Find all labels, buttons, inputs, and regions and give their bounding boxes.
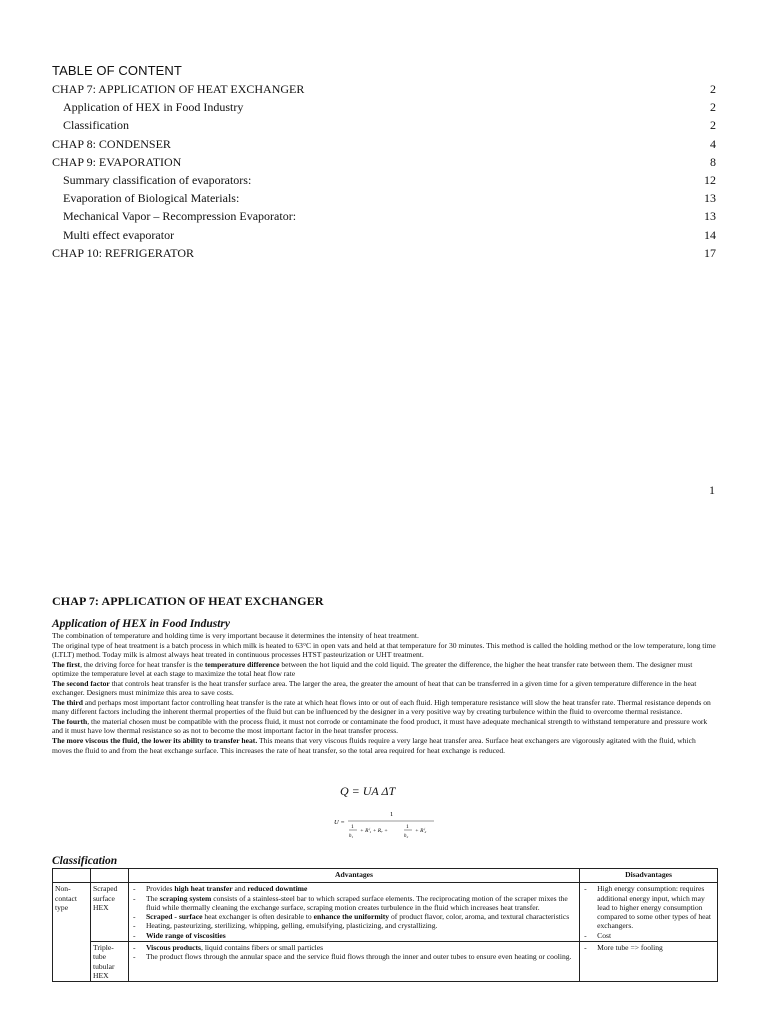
list-item — [131, 912, 577, 921]
list-item — [131, 894, 577, 913]
item-text: The product flows through the annular space and the service fluid flows through the inner and outer tubes to ensure even heating or cooling. — [145, 952, 572, 962]
list-item: - More tube => fooling — [582, 943, 715, 952]
advantages-cell — [128, 883, 579, 942]
paragraph-text: This means that very viscous fluids require a very large heat transfer area. Surface heat exchangers are vigorously agitated with the fluid, which moves the fluid to and from the heat exchange surface. This increases the rate of heat transfer, so the total area required for heat exchange is reduced. — [52, 736, 696, 755]
formula-term: h₂ — [404, 834, 409, 839]
toc-entry-label: Summary classification of evaporators: — [63, 172, 252, 187]
paragraph — [52, 698, 716, 717]
toc-entry-page: 17 — [704, 245, 716, 260]
formula-term: h₁ — [349, 834, 354, 839]
toc-entry-page: 8 — [710, 154, 716, 169]
bold-lead: The fourth — [52, 716, 88, 726]
toc-entry-label: CHAP 8: CONDENSER — [52, 136, 171, 151]
list-item: - Cost — [582, 931, 715, 940]
paragraph — [52, 736, 716, 755]
paragraph — [52, 679, 716, 698]
item-bold: Viscous products — [145, 943, 202, 953]
paragraph-text: that controls heat transfer is the heat transfer surface area. The larger the area, the greater the amount of heat that can be transferred in a given time for a given temperature difference in the heat exchanger. Designers must minimize this area to save costs. — [52, 678, 697, 698]
item-bold: Scraped - surface — [145, 912, 203, 922]
table-header-empty — [90, 869, 128, 883]
toc-entry[interactable] — [52, 80, 716, 98]
formula-term: + Rⁱ₂ — [415, 828, 427, 834]
item-bold: Wide range of viscosities — [145, 930, 226, 940]
toc-entry-label: Application of HEX in Food Industry — [63, 100, 244, 115]
disadvantages-cell — [580, 942, 718, 982]
table-row — [53, 883, 718, 942]
toc-entry-page: 14 — [704, 227, 716, 242]
table-row — [53, 942, 718, 982]
item-text: of product flavor, color, aroma, and textural characteristics — [389, 912, 570, 922]
toc-entry-label: Multi effect evaporator — [63, 227, 175, 242]
toc-entry-page: 2 — [710, 82, 716, 96]
table-header-disadvantages: Disadvantages — [580, 869, 718, 883]
toc-entry-label: CHAP 10: REFRIGERATOR — [52, 245, 195, 260]
disadvantages-cell — [580, 883, 718, 942]
toc-entry[interactable] — [52, 153, 716, 171]
group-label-cell: Non-contact type — [53, 883, 91, 982]
item-text: and — [232, 884, 248, 894]
toc-list — [52, 80, 716, 262]
item-text: Heating, pasteurizing, sterilizing, whipping, gelling, emulsifying, plasticizing, and crystallizing. — [145, 921, 438, 931]
list-item: - High energy consumption: requires additional energy input, which may lead to higher energy consumption compared to some other types of heat exchangers. — [582, 884, 715, 930]
bold-term: temperature difference — [204, 659, 280, 669]
item-text: , liquid contains fibers or small particles — [201, 943, 324, 953]
item-bold: reduced downtime — [247, 884, 308, 894]
bold-lead: The third — [52, 697, 84, 707]
formula-term: 1 — [406, 824, 409, 830]
paragraph-text: , the driving force for heat transfer is the — [80, 659, 205, 669]
formula-lhs: U = — [334, 819, 345, 826]
paragraph: The combination of temperature and holding time is very important because it determines the intensity of heat treatment. — [52, 631, 419, 640]
toc-entry-label: Classification — [63, 118, 129, 133]
toc-entry[interactable] — [52, 226, 716, 244]
hex-type-cell: Scraped surface HEX — [90, 883, 128, 942]
toc-entry-label: Mechanical Vapor – Recompression Evaporator: — [63, 209, 297, 224]
list-item — [131, 952, 577, 961]
formula-term: + Rⁱ₁ + Rᵥ + — [360, 828, 388, 834]
toc-entry[interactable] — [52, 189, 716, 207]
classification-title: Classification — [52, 855, 118, 867]
item-text: The — [145, 893, 160, 903]
bold-lead: The second factor — [52, 678, 110, 688]
table-header-empty — [53, 869, 91, 883]
chapter-title: CHAP 7: APPLICATION OF HEAT EXCHANGER — [52, 594, 324, 608]
item-text: heat exchanger is often desirable to — [202, 912, 314, 922]
paragraph — [52, 717, 716, 736]
formula-svg — [334, 808, 444, 842]
toc-entry[interactable] — [52, 135, 716, 153]
hex-type-cell: Triple-tube tubular HEX — [90, 942, 128, 982]
table-header-advantages: Advantages — [128, 869, 579, 883]
toc-entry[interactable] — [52, 98, 716, 116]
bold-lead: The more viscous the fluid, the lower its ability to transfer heat. — [52, 736, 258, 746]
list-item — [131, 921, 577, 930]
toc-entry-label: CHAP 7: APPLICATION OF HEAT EXCHANGER — [52, 82, 305, 96]
toc-entry-page: 2 — [710, 118, 716, 133]
list-item — [131, 884, 577, 893]
toc-entry-page: 13 — [704, 209, 716, 224]
formula-term: 1 — [351, 824, 354, 830]
item-text: consists of a stainless-steel bar to which scraped surface elements. The reciprocating motion of the scraper mixes the fluid while thermally cleaning the exchange surface, scraping motion creates turbulence in the fluid which increases heat transfer. — [145, 893, 568, 912]
toc-entry[interactable] — [52, 207, 716, 225]
toc-entry-page: 12 — [704, 172, 716, 187]
toc-entry-page: 13 — [704, 191, 716, 206]
advantages-cell — [128, 942, 579, 982]
item-bold: enhance the uniformity — [313, 912, 390, 922]
toc-entry-label: Evaporation of Biological Materials: — [63, 191, 240, 206]
body-text — [52, 631, 716, 755]
paragraph: The original type of heat treatment is a batch process in which milk is heated to 63°C in open vats and held at that temperature for 30 minutes. This method is called the holding method or the low temperature, long time (LTLT) method. Today milk is almost always heat treated in continuous processes HTST pasteurization or UHT treatment. — [52, 640, 716, 660]
table-header-row — [53, 869, 718, 883]
paragraph-text: between the hot liquid and the cold liquid. The greater the difference, the higher the heat transfer rate between them. The designer must optimize the temperature level at each stage to maximize the total heat flow rate — [52, 659, 693, 679]
overall-coefficient-formula — [334, 808, 444, 842]
item-bold: scraping system — [159, 893, 212, 903]
heat-transfer-formula: Q = UA ΔT — [340, 784, 396, 798]
bold-lead: The first — [52, 659, 81, 669]
classification-table — [52, 868, 718, 982]
paragraph-text: and perhaps most important factor controlling heat transfer is the rate at which heat flows into or out of each fluid. High temperature resistance will slow the heat transfer rate. Thermal resistance depends on many different factors including the inherent thermal properties of the fluid but can be influenced by the designer in a very positive way by creating turbulence within the fluid to overcome thermal resistance. — [52, 697, 711, 717]
page-number: 1 — [709, 483, 715, 497]
section-title: Application of HEX in Food Industry — [52, 618, 230, 630]
toc-entry-page: 4 — [710, 136, 716, 151]
toc-entry-label: CHAP 9: EVAPORATION — [52, 154, 182, 169]
paragraph — [52, 660, 716, 679]
toc-entry[interactable] — [52, 171, 716, 189]
item-bold: high heat transfer — [174, 884, 233, 894]
paragraph-text: , the material chosen must be compatible with the process fluid, it must not corrode or contaminate the food product, it must have adequate mechanical strength to withstand temperature and pressure work and it must have low thermal resistance so as not to become the most important factor in the heat transfer process. — [52, 716, 708, 736]
formula-numerator: 1 — [390, 811, 394, 818]
toc-entry[interactable] — [52, 244, 716, 262]
toc-entry-page: 2 — [710, 100, 716, 115]
toc-entry[interactable] — [52, 116, 716, 134]
list-item — [131, 943, 577, 952]
toc-title: TABLE OF CONTENT — [52, 63, 182, 78]
item-text: Provides — [145, 884, 175, 894]
list-item — [131, 931, 577, 940]
